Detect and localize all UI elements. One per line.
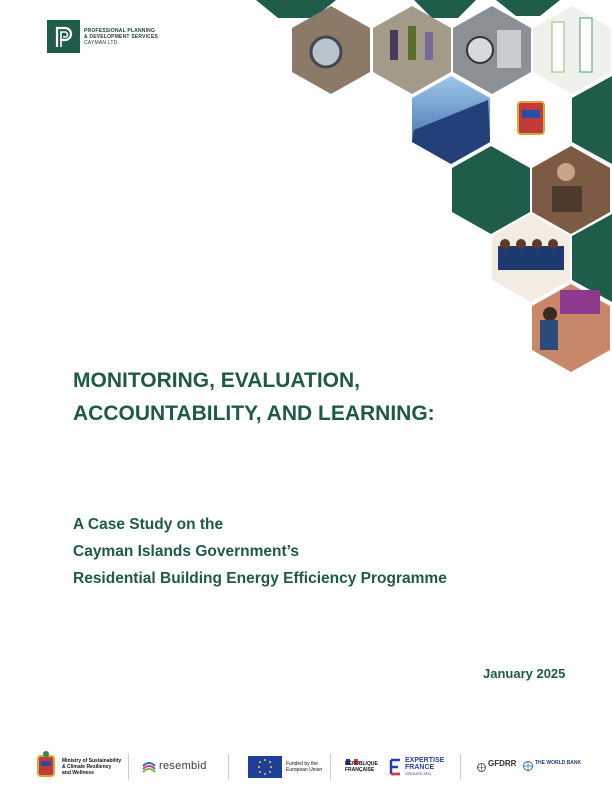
footer-divider-3 xyxy=(330,754,331,780)
cayman-crest-icon xyxy=(32,750,62,780)
footer-divider-2 xyxy=(228,754,229,780)
company-name-line2: & DEVELOPMENT SERVICES xyxy=(84,34,159,40)
rf-line2: FRANÇAISE xyxy=(345,767,375,773)
eu-line2: European Union xyxy=(286,767,323,773)
footer-divider-1 xyxy=(128,754,129,780)
republique-francaise-text xyxy=(345,761,378,773)
resembid-wordmark: resembid xyxy=(159,760,207,772)
document-subtitle xyxy=(73,511,447,592)
ministry-line2: & Climate Resiliency xyxy=(62,764,112,770)
subtitle-line3: Residential Building Energy Efficiency Programme xyxy=(73,570,447,587)
gfdrr-globe-icon xyxy=(477,759,486,768)
company-name-line3: CAYMAN LTD. xyxy=(84,40,120,46)
french-flag-icon xyxy=(346,752,358,758)
ef-line2: FRANCE xyxy=(405,764,435,771)
expertise-france-e-icon xyxy=(389,758,401,776)
ef-line1: EXPERTISE xyxy=(405,757,445,764)
subtitle-line2: Cayman Islands Government’s xyxy=(73,543,299,560)
eu-funding-text xyxy=(286,761,322,773)
footer-divider-4 xyxy=(460,754,461,780)
ef-line3: GROUPE AFD xyxy=(405,771,432,776)
expertise-france-text xyxy=(405,757,444,776)
world-bank-wordmark: THE WORLD BANK xyxy=(535,760,582,766)
rf-line1: RÉPUBLIQUE xyxy=(345,761,378,767)
photo-hex-app-screens xyxy=(533,6,611,94)
ministry-line1: Ministry of Sustainability xyxy=(62,758,122,764)
world-bank-globe-icon xyxy=(523,758,533,768)
eu-flag-icon xyxy=(248,756,282,778)
title-line1: MONITORING, EVALUATION, xyxy=(73,369,360,392)
hex-green-solid xyxy=(452,146,530,234)
document-title xyxy=(73,364,435,430)
company-name-line1: PROFESSIONAL PLANNING xyxy=(84,28,156,34)
title-line2: ACCOUNTABILITY, AND LEARNING: xyxy=(73,402,435,425)
ministry-logo-text xyxy=(62,758,121,776)
publication-date: January 2025 xyxy=(483,666,566,681)
ministry-line3: and Wellness xyxy=(62,770,94,776)
subtitle-line1: A Case Study on the xyxy=(73,516,224,533)
hex-top-green-3 xyxy=(496,0,560,16)
eu-line1: Funded by the xyxy=(286,761,318,767)
resembid-logo-icon xyxy=(142,760,156,774)
gfdrr-wordmark: GFDRR xyxy=(488,759,517,768)
